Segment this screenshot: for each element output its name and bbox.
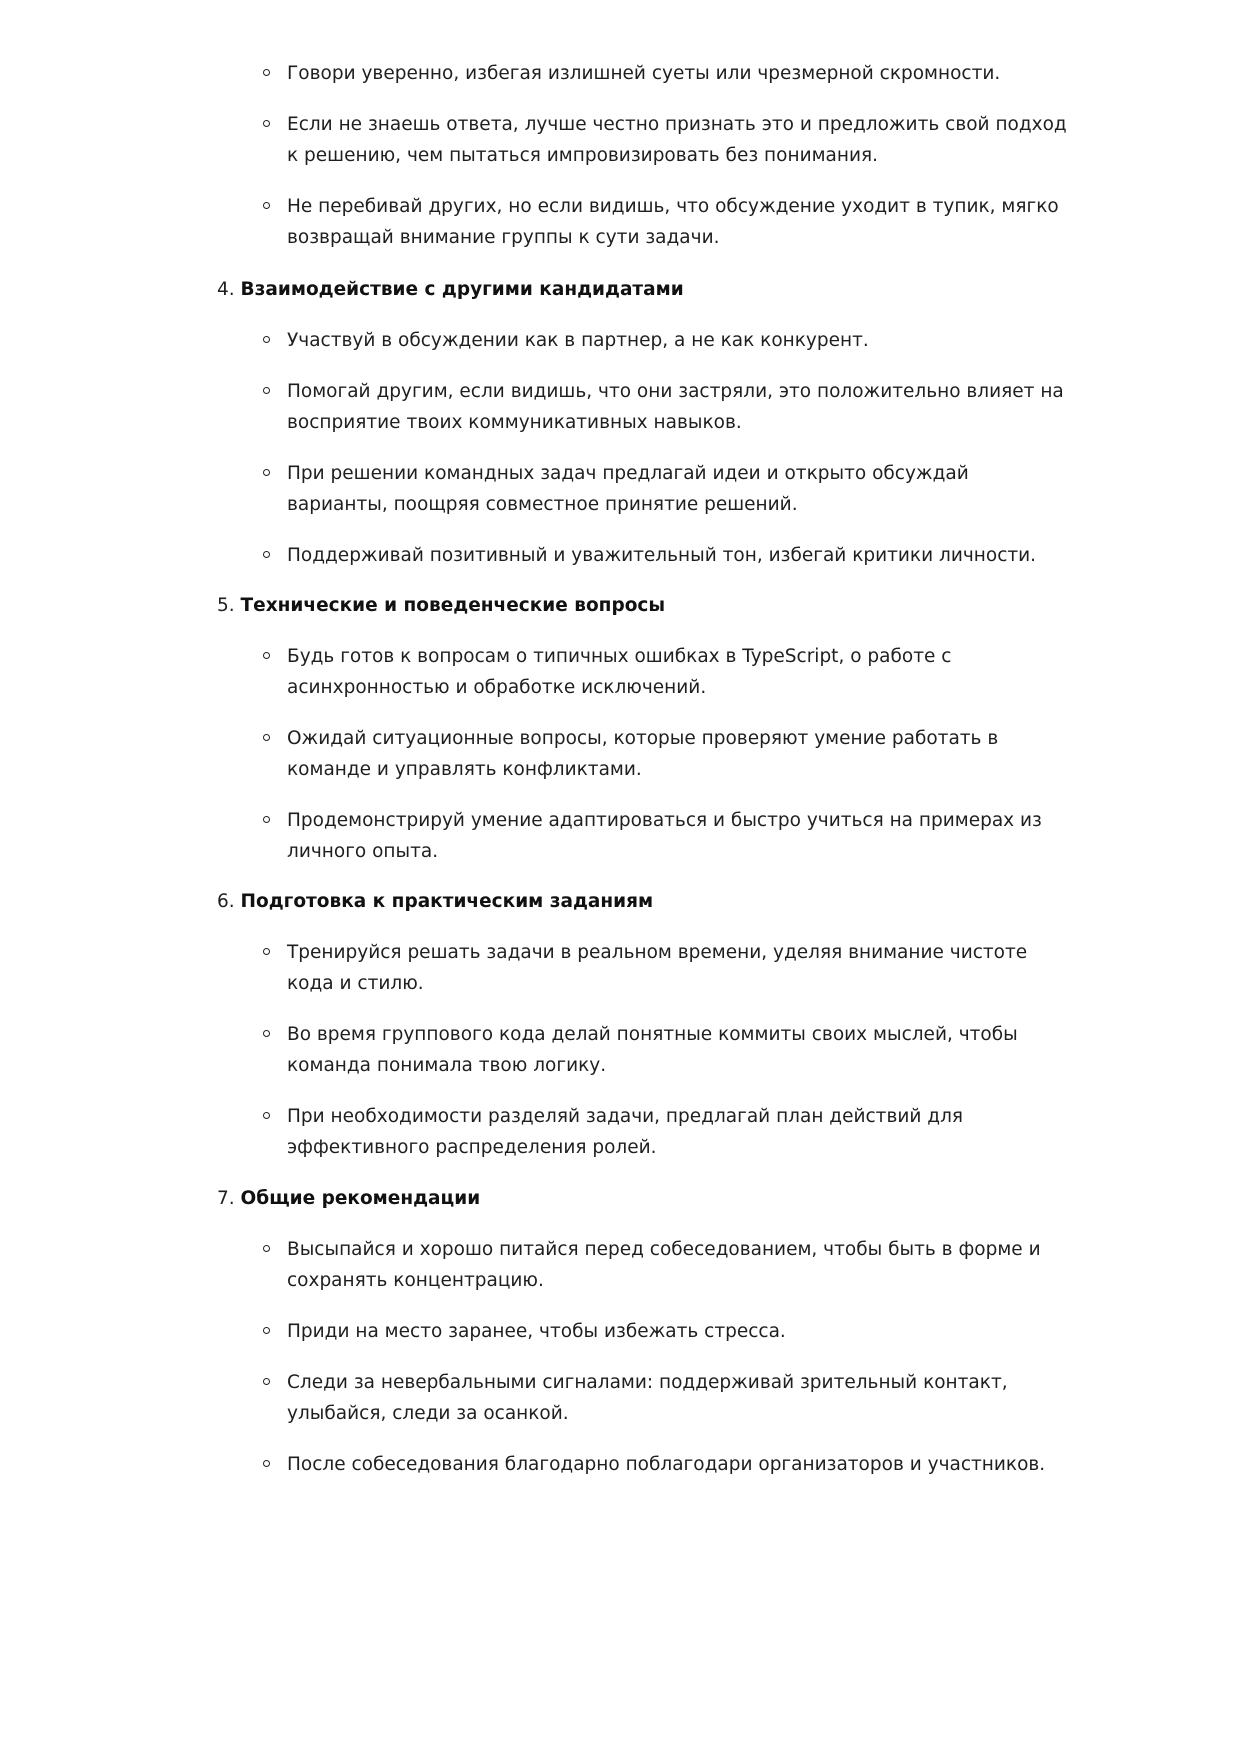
hollow-bullet-icon bbox=[263, 948, 270, 955]
section-bullet-list bbox=[287, 937, 1067, 1163]
hollow-bullet-icon bbox=[263, 1245, 270, 1252]
section-number: 6. bbox=[217, 891, 235, 912]
list-item-text: Не перебивай других, но если видишь, что обсуждение уходит в тупик, мягко возвращай внимание группы к сути задачи. bbox=[287, 196, 1059, 248]
list-item bbox=[287, 376, 1067, 438]
list-item-text: После собеседования благодарно поблагодари организаторов и участников. bbox=[287, 1454, 1046, 1475]
list-item bbox=[287, 58, 1067, 89]
section-6 bbox=[217, 886, 1077, 1183]
section-title: Технические и поведенческие вопросы bbox=[240, 595, 666, 616]
list-item-text: Ожидай ситуационные вопросы, которые проверяют умение работать в команде и управлять конфликтами. bbox=[287, 728, 999, 780]
section-heading bbox=[217, 590, 1077, 621]
section-number: 4. bbox=[217, 279, 235, 300]
list-item bbox=[287, 641, 1067, 703]
section-heading bbox=[217, 274, 1077, 305]
section-number: 7. bbox=[217, 1188, 235, 1209]
section-title: Общие рекомендации bbox=[240, 1188, 481, 1209]
hollow-bullet-icon bbox=[263, 652, 270, 659]
list-item-text: Если не знаешь ответа, лучше честно признать это и предложить свой подход к решению, чем пытаться импровизировать без понимания. bbox=[287, 114, 1067, 166]
list-item bbox=[287, 325, 1067, 356]
list-item bbox=[287, 109, 1067, 171]
hollow-bullet-icon bbox=[263, 202, 270, 209]
hollow-bullet-icon bbox=[263, 1460, 270, 1467]
list-item bbox=[287, 1101, 1067, 1163]
list-item-text: Продемонстрируй умение адаптироваться и быстро учиться на примерах из личного опыта. bbox=[287, 810, 1042, 862]
list-item bbox=[287, 191, 1067, 253]
list-item bbox=[287, 458, 1067, 520]
list-item bbox=[287, 1449, 1067, 1480]
section-title: Взаимодействие с другими кандидатами bbox=[240, 279, 684, 300]
section-heading bbox=[217, 886, 1077, 917]
section-bullet-list bbox=[287, 1234, 1067, 1480]
hollow-bullet-icon bbox=[263, 69, 270, 76]
list-item bbox=[287, 805, 1067, 867]
hollow-bullet-icon bbox=[263, 336, 270, 343]
hollow-bullet-icon bbox=[263, 387, 270, 394]
list-item bbox=[287, 723, 1067, 785]
section-4 bbox=[217, 274, 1077, 591]
hollow-bullet-icon bbox=[263, 1112, 270, 1119]
hollow-bullet-icon bbox=[263, 1030, 270, 1037]
list-item-text: Приди на место заранее, чтобы избежать стресса. bbox=[287, 1321, 786, 1342]
list-item-text: При решении командных задач предлагай идеи и открыто обсуждай варианты, поощряя совместное принятие решений. bbox=[287, 463, 969, 515]
section-heading bbox=[217, 1183, 1077, 1214]
section-7 bbox=[217, 1183, 1077, 1500]
list-item-text: Говори уверенно, избегая излишней суеты или чрезмерной скромности. bbox=[287, 63, 1001, 84]
list-item-text: Помогай другим, если видишь, что они застряли, это положительно влияет на восприятие твоих коммуникативных навыков. bbox=[287, 381, 1064, 433]
list-item bbox=[287, 1019, 1067, 1081]
list-item bbox=[287, 540, 1067, 571]
hollow-bullet-icon bbox=[263, 816, 270, 823]
list-item bbox=[287, 1316, 1067, 1347]
list-item-text: Будь готов к вопросам о типичных ошибках в TypeScript, о работе с асинхронностью и обработке исключений. bbox=[287, 646, 952, 698]
section-5 bbox=[217, 590, 1077, 887]
hollow-bullet-icon bbox=[263, 1327, 270, 1334]
list-item-text: При необходимости разделяй задачи, предлагай план действий для эффективного распределения ролей. bbox=[287, 1106, 964, 1158]
section-bullet-list bbox=[287, 325, 1067, 571]
list-item-text: Во время группового кода делай понятные коммиты своих мыслей, чтобы команда понимала твою логику. bbox=[287, 1024, 1018, 1076]
continued-bullet-list bbox=[287, 58, 1067, 273]
list-item bbox=[287, 1367, 1067, 1429]
hollow-bullet-icon bbox=[263, 1378, 270, 1385]
list-item bbox=[287, 1234, 1067, 1296]
section-number: 5. bbox=[217, 595, 235, 616]
list-item-text: Следи за невербальными сигналами: поддерживай зрительный контакт, улыбайся, следи за осанкой. bbox=[287, 1372, 1008, 1424]
list-item-text: Высыпайся и хорошо питайся перед собеседованием, чтобы быть в форме и сохранять концентрацию. bbox=[287, 1239, 1041, 1291]
hollow-bullet-icon bbox=[263, 551, 270, 558]
hollow-bullet-icon bbox=[263, 734, 270, 741]
hollow-bullet-icon bbox=[263, 469, 270, 476]
list-item-text: Тренируйся решать задачи в реальном времени, уделяя внимание чистоте кода и стилю. bbox=[287, 942, 1028, 994]
hollow-bullet-icon bbox=[263, 120, 270, 127]
section-bullet-list bbox=[287, 641, 1067, 867]
section-title: Подготовка к практическим заданиям bbox=[240, 891, 654, 912]
list-item bbox=[287, 937, 1067, 999]
list-item-text: Участвуй в обсуждении как в партнер, а не как конкурент. bbox=[287, 330, 869, 351]
list-item-text: Поддерживай позитивный и уважительный тон, избегай критики личности. bbox=[287, 545, 1037, 566]
